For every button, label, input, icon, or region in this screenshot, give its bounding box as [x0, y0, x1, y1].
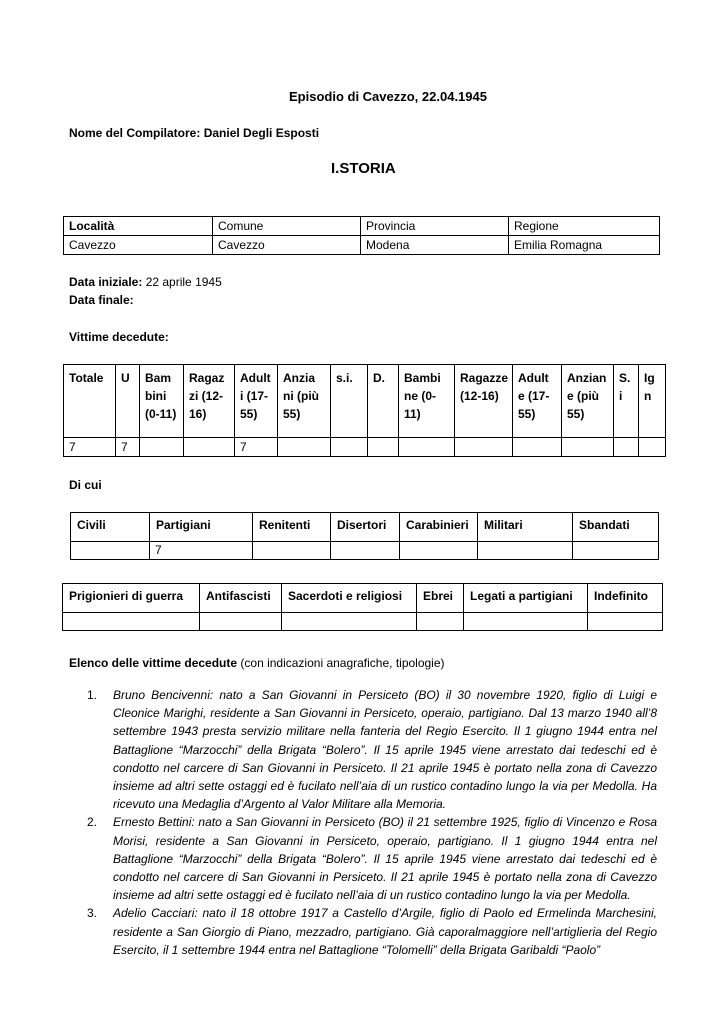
category-value-cell: [71, 542, 150, 560]
category-value-cell: [417, 613, 464, 631]
victims-header-bambini: Bam bini (0-11): [140, 365, 184, 438]
category-value-cell: [400, 542, 478, 560]
category-value-cell: [478, 542, 573, 560]
category-header-antifascisti: Antifascisti: [200, 584, 282, 613]
category-header-carabinieri: Carabinieri: [400, 513, 478, 542]
victims-header-u: U: [116, 365, 140, 438]
location-header-row: [64, 217, 660, 236]
victims-value-cell: [614, 438, 639, 457]
category-header-sbandati: Sbandati: [573, 513, 659, 542]
category-value-cell: [573, 542, 659, 560]
category-value-cell: [253, 542, 331, 560]
category-value-cell: [588, 613, 663, 631]
victims-label: Vittime decedute:: [69, 330, 169, 344]
location-header-comune: Comune: [213, 217, 361, 236]
victims-header-ign: Ig n: [639, 365, 666, 438]
victims-value-cell: [513, 438, 562, 457]
document-title: Episodio di Cavezzo, 22.04.1945: [289, 89, 487, 104]
location-value-row: [64, 236, 660, 255]
victims-table: [63, 364, 666, 457]
categories-table-2: [62, 583, 663, 631]
victims-header-bambine: Bambi ne (0-11): [399, 365, 455, 438]
victim-entry: [87, 686, 657, 813]
category-header-partigiani: Partigiani: [150, 513, 253, 542]
victims-value-cell: [399, 438, 455, 457]
location-header-regione: Regione: [509, 217, 660, 236]
category-header-legati: Legati a partigiani: [464, 584, 588, 613]
di-cui-label: Di cui: [69, 478, 102, 492]
category-header-sacerdoti: Sacerdoti e religiosi: [282, 584, 417, 613]
victims-list: [87, 686, 657, 959]
category-header-civili: Civili: [71, 513, 150, 542]
compiler-line: [69, 126, 319, 140]
victim-entry-text: Adelio Cacciari: nato il 18 ottobre 1917 a Castello d’Argile, figlio di Paolo ed Ermelinda Marchesini, residente a San Giorgio di Piano, mezzadro, partigiano. Già caporalmaggiore nell’artiglieria del Regio Esercito, il 1 settembre 1944 entra nel Battaglione “Tolomelli” della Brigata Garibaldi “Paolo”: [113, 906, 657, 957]
victims-header-row: [64, 365, 666, 438]
victims-header-anziane: Anzian e (più 55): [562, 365, 614, 438]
victims-value-cell: 7: [235, 438, 278, 457]
category-value-cell: [282, 613, 417, 631]
victims-header-d: D.: [368, 365, 399, 438]
victims-header-anziani: Anzia ni (più 55): [278, 365, 331, 438]
category-header-disertori: Disertori: [331, 513, 400, 542]
end-date-label: Data finale:: [69, 293, 134, 307]
victims-header-si-f: S. i: [614, 365, 639, 438]
category-header-militari: Militari: [478, 513, 573, 542]
victims-value-cell: [140, 438, 184, 457]
compiler-label: Nome del Compilatore:: [69, 126, 201, 140]
category-value-cell: [63, 613, 200, 631]
category-header-prigionieri: Prigionieri di guerra: [63, 584, 200, 613]
location-value-comune: Cavezzo: [213, 236, 361, 255]
victims-list-heading: [69, 656, 445, 670]
start-date-value: 22 aprile 1945: [145, 275, 222, 289]
category-header-renitenti: Renitenti: [253, 513, 331, 542]
victims-value-cell: [331, 438, 368, 457]
location-table: [63, 216, 660, 255]
victims-header-totale: Totale: [64, 365, 116, 438]
victims-value-cell: [368, 438, 399, 457]
victims-header-si-m: s.i.: [331, 365, 368, 438]
categories-2-header-row: [63, 584, 663, 613]
victim-entry-number: 1.: [87, 688, 98, 702]
victims-value-cell: [184, 438, 235, 457]
category-value-cell: [464, 613, 588, 631]
location-value-regione: Emilia Romagna: [509, 236, 660, 255]
categories-2-value-row: [63, 613, 663, 631]
victims-header-ragazzi: Ragaz zi (12-16): [184, 365, 235, 438]
victims-value-row: [64, 438, 666, 457]
victims-value-cell: [455, 438, 513, 457]
victims-value-cell: 7: [64, 438, 116, 457]
victims-header-adulti: Adult i (17-55): [235, 365, 278, 438]
victim-entry: [87, 904, 657, 959]
victim-entry-number: 3.: [87, 906, 98, 921]
category-header-indefinito: Indefinito: [588, 584, 663, 613]
victims-value-cell: [639, 438, 666, 457]
victim-entry: [87, 813, 657, 904]
location-value-provincia: Modena: [361, 236, 509, 255]
victims-header-ragazze: Ragazze (12-16): [455, 365, 513, 438]
victims-value-cell: [562, 438, 614, 457]
victims-value-cell: [278, 438, 331, 457]
categories-table-1: [70, 512, 659, 560]
categories-1-value-row: [71, 542, 659, 560]
victims-list-heading-bold: Elenco delle vittime decedute: [69, 656, 238, 670]
section-title: I.STORIA: [331, 160, 396, 177]
victims-value-cell: 7: [116, 438, 140, 457]
victims-list-heading-rest: (con indicazioni anagrafiche, tipologie): [237, 656, 445, 670]
category-value-cell: [331, 542, 400, 560]
victim-entry-text: Ernesto Bettini: nato a San Giovanni in Persiceto (BO) il 21 settembre 1925, figlio di Vincenzo e Rosa Morisi, residente a San Giovanni in Persiceto, operaio, partigiano. Il 1 giugno 1944 entra nel Battaglione “Marzocchi” della Brigata “Bolero”. Il 15 aprile 1945 viene arrestato dai tedeschi ed è condotto nel carcere di San Giovanni in Persiceto. Il 21 aprile 1945 è portato nella zona di Cavezzo insieme ad altri sette ostaggi ed è fucilato nell’aia di un rustico contadino lungo la via per Medolla.: [113, 815, 657, 903]
start-date-label: Data iniziale:: [69, 275, 143, 289]
category-value-cell: 7: [150, 542, 253, 560]
category-header-ebrei: Ebrei: [417, 584, 464, 613]
category-value-cell: [200, 613, 282, 631]
victim-entry-number: 2.: [87, 815, 98, 830]
victims-header-adulte: Adult e (17-55): [513, 365, 562, 438]
categories-1-header-row: [71, 513, 659, 542]
location-header-localita: Località: [64, 217, 213, 236]
location-header-provincia: Provincia: [361, 217, 509, 236]
start-date-line: [69, 275, 222, 289]
location-value-localita: Cavezzo: [64, 236, 213, 255]
compiler-name: Daniel Degli Esposti: [203, 126, 320, 140]
victim-entry-text: Bruno Bencivenni: nato a San Giovanni in Persiceto (BO) il 30 novembre 1920, figlio di Luigi e Cleonice Marighi, residente a San Giovanni in Persiceto, operaio, partigiano. Dal 13 marzo 1940 all’8 settembre 1943 presta servizio militare nella fanteria del Regio Esercito. Il 1 giugno 1944 entra nel Battaglione “Marzocchi” della Brigata “Bolero”. Il 15 aprile 1945 viene arrestato dai tedeschi ed è condotto nel carcere di San Giovanni in Persiceto. Il 21 aprile 1945 è portato nella zona di Cavezzo insieme ad altri sette ostaggi ed è fucilato nell’aia di un rustico contadino lungo la via per Medolla. Ha ricevuto una Medaglia d’Argento al Valor Militare alla Memoria.: [113, 688, 657, 812]
